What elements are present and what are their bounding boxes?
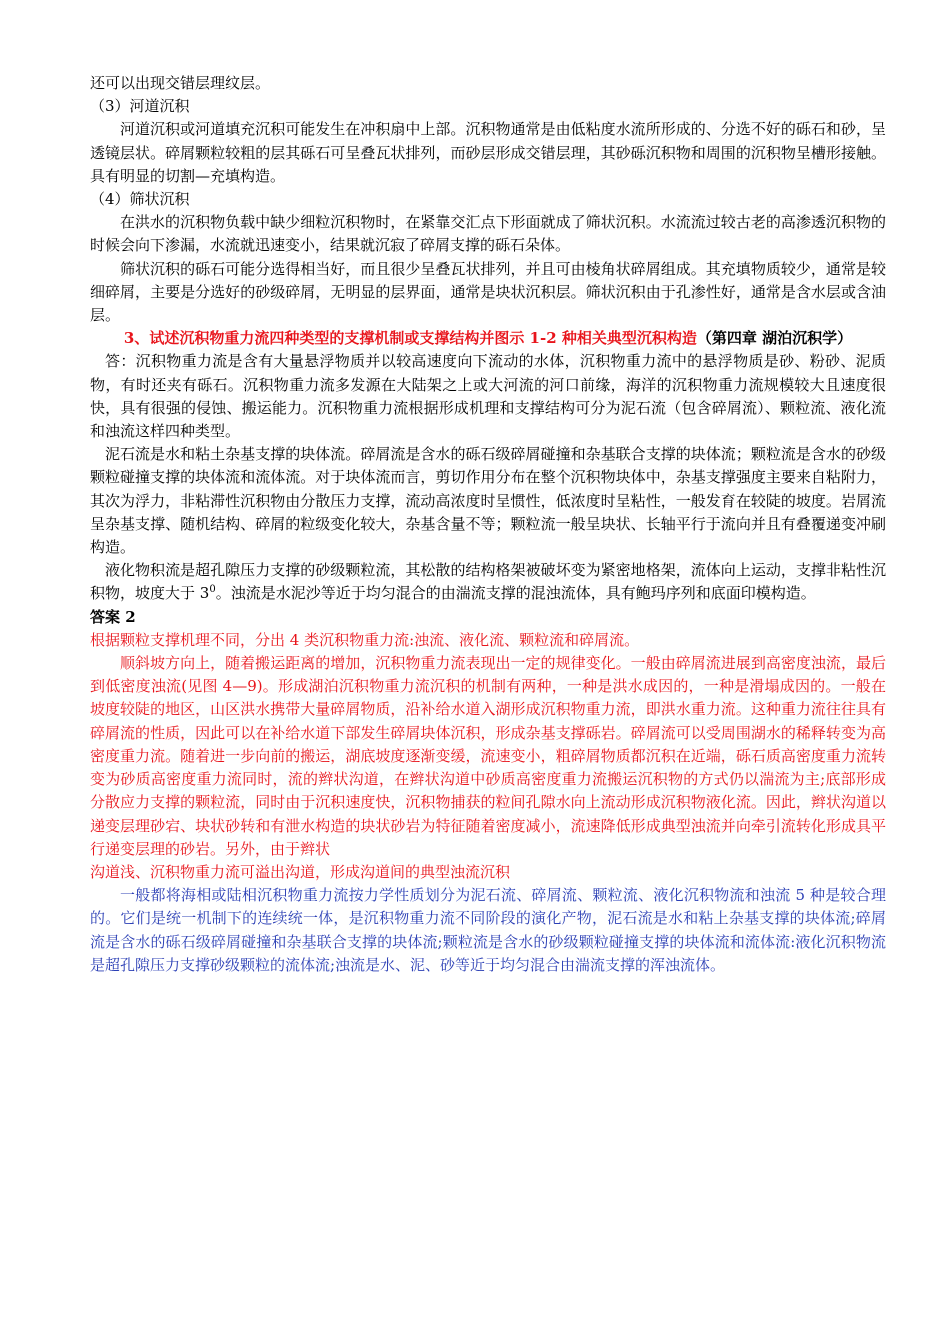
answer1-paragraph-3 [90,559,886,605]
paragraph-sieve-deposit-2: 筛状沉积的砾石可能分选得相当好，而且很少呈叠瓦状排列，并且可由棱角状碎屑组成。其充填物质较少，通常是较细碎屑，主要是分选好的砂级碎屑，无明显的层界面，通常是块状沉积层。筛状沉积由于孔渗性好，通常是含水层或含油层。 [90,259,886,325]
answer1-paragraph-3-part-b: 。浊流是水泥沙等近于均匀混合的由湍流支撑的混浊流体，具有鲍玛序列和底面印模构造。 [215,584,816,603]
answer2-red-paragraph-2: 顺斜坡方向上，随着搬运距离的增加，沉积物重力流表现出一定的规律变化。一般由碎屑流进展到高密度浊流，最后到低密度浊流(见图 4—9)。形成湖泊沉积物重力流沉积的机制有两种，一种是洪水成因的，一种是滑塌成因的。一般在坡度较陡的地区，山区洪水携带大量碎屑物质，沿补给水道入湖形成沉积物重力流，即洪水重力流。这种重力流往往具有碎屑流的性质，因此可以在补给水道下部发生碎屑块体沉积，形成杂基支撑砾岩。碎屑流可以受周围湖水的稀释转变为高密度重力流。随着进一步向前的搬运，湖底坡度逐渐变缓，流速变小，粗碎屑物质都沉积在近端，砾石质高密度重力流转变为砂质高密度重力流同时，流的辫状沟道，在辫状沟道中砂质高密度重力流搬运沉积物的方式仍以湍流为主;底部形成分散应力支撑的颗粒流，同时由于沉积速度快，沉积物捕获的粒间孔隙水向上流动形成沉积物液化流。因此，辫状沟道以递变层理砂宕、块状砂转和有泄水构造的块状砂岩为特征随着密度减小，流速降低形成典型浊流并向牵引流转化形成具平行递变层理的砂岩。另外，由于辫状 [90,654,886,858]
answer2-blue-paragraph: 一般都将海相或陆相沉积物重力流按力学性质划分为泥石流、碎屑流、颗粒流、液化沉积物流和浊流 5 种是较合理的。它们是统一机制下的连续统一体，是沉积物重力流不同阶段的演化产物，泥石流是水和粘上杂基支撑的块体流;碎屑流是含水的砾石级碎屑碰撞和杂基联合支撑的块体流;颗粒流是含水的砂级颗粒碰撞支撑的块体流和流体流:液化沉积物流是超孔隙压力支撑砂级颗粒的流体流;浊流是水、泥、砂等近于均匀混合由湍流支撑的浑浊流体。 [90,886,886,974]
paragraph-channel-deposit: 河道沉积或河道填充沉积可能发生在冲积扇中上部。沉积物通常是由低粘度水流所形成的、分选不好的砾石和砂，呈透镜层状。碎屑颗粒较粗的层其砾石可呈叠瓦状排列，而砂层形成交错层理，其砂砾沉积物和周围的沉积物呈槽形接触。具有明显的切割—充填构造。 [90,120,886,185]
heading-sieve-deposit: （4）筛状沉积 [90,190,190,209]
answer2-red-paragraph-3: 沟道浅、沉积物重力流可溢出沟道，形成沟道间的典型浊流沉积 [90,862,511,881]
paragraph-cross-bedding: 还可以出现交错层理纹层。 [90,74,271,92]
question-text: 试述沉积物重力流四种类型的支撑机制或支撑结构并图示 1-2 种相关典型沉积构造 [149,329,697,348]
heading-channel-deposit: （3）河道沉积 [90,97,190,116]
answer1-paragraph-3-part-a: 液化物积流是超孔隙压力支撑的砂级颗粒流，其松散的结构格架被破坏变为紧密地格架，流体向上运动，支撑非粘性沉积物，坡度大于 3 [90,561,886,603]
question-source: （第四章 湖泊沉积学） [696,329,853,348]
question-heading [90,327,886,350]
answer2-title: 答案 2 [90,607,136,626]
degree-superscript: 0 [209,584,216,596]
answer1-paragraph-2: 泥石流是水和粘土杂基支撑的块体流。碎屑流是含水的砾石级碎屑碰撞和杂基联合支撑的块体流；颗粒流是含水的砂级颗粒碰撞支撑的块体流和流体流。对于块体流而言，剪切作用分布在整个沉积物块体中，杂基支撑强度主要来自粘附力，其次为浮力，非粘滞性沉积物由分散压力支撑，流动高浓度时呈惯性，低浓度时呈粘性，一般发育在较陡的坡度。岩屑流呈杂基支撑、随机结构、碎屑的粒级变化较大，杂基含量不等；颗粒流一般呈块状、长轴平行于流向并且有叠覆递变冲刷构造。 [90,445,886,557]
question-number: 3、 [123,329,150,348]
answer1-paragraph-1: 答：沉积物重力流是含有大量悬浮物质并以较高速度向下流动的水体，沉积物重力流中的悬浮物质是砂、粉砂、泥质物，有时还夹有砾石。沉积物重力流多发源在大陆架之上或大河流的河口前缘，海洋的沉积物重力流规模较大且速度很快，具有很强的侵蚀、搬运能力。沉积物重力流根据形成机理和支撑结构可分为泥石流（包含碎屑流）、颗粒流、液化流和浊流这样四种类型。 [90,352,886,441]
paragraph-sieve-deposit-1: 在洪水的沉积物负载中缺少细粒沉积物时，在紧靠交汇点下形面就成了筛状沉积。水流流过较古老的高渗透沉积物的时候会向下渗漏，水流就迅速变小，结果就沉寂了碎屑支撑的砾石朵体。 [90,213,886,255]
answer2-red-paragraph-1: 根据颗粒支撑机理不同，分出 4 类沉积物重力流:浊流、液化流、颗粒流和碎屑流。 [90,630,640,649]
